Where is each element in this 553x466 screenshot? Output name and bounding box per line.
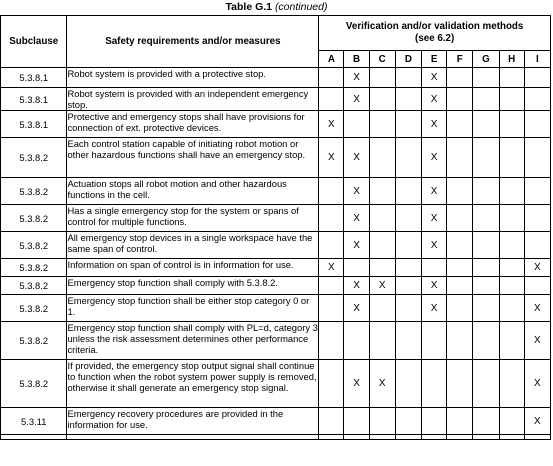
method-mark-a <box>319 205 344 232</box>
method-mark-f <box>447 295 473 322</box>
column-header-e: E <box>422 51 447 68</box>
method-mark-g <box>473 322 499 360</box>
method-mark-h <box>499 408 524 435</box>
method-mark-b: X <box>344 360 369 408</box>
table-row <box>1 360 551 408</box>
requirement-cell: Has a single emergency stop for the system or spans of control for multiple functions. <box>67 205 319 232</box>
requirement-cell: Each control station capable of initiating robot motion or other hazardous functions shall have an emergency stop. <box>67 138 319 178</box>
method-mark-a <box>319 277 344 295</box>
method-mark-f <box>447 259 473 277</box>
method-mark-c <box>369 295 395 322</box>
method-mark-e: X <box>422 205 447 232</box>
method-mark-d <box>395 232 421 259</box>
subclause-cell: 5.3.8.2 <box>1 259 67 277</box>
method-mark-e <box>422 322 447 360</box>
method-mark-f <box>447 68 473 88</box>
header-methods <box>319 16 551 51</box>
method-mark-h <box>499 138 524 178</box>
continuation-cell <box>344 435 369 440</box>
method-mark-e <box>422 360 447 408</box>
subclause-cell: 5.3.8.2 <box>1 178 67 205</box>
method-mark-a: X <box>319 259 344 277</box>
method-mark-i <box>524 178 550 205</box>
method-mark-f <box>447 88 473 111</box>
requirement-cell: If provided, the emergency stop output signal shall continue to function when the robot system power supply is removed, otherwise it shall generate an emergency stop signal. <box>67 360 319 408</box>
subclause-cell: 5.3.8.2 <box>1 295 67 322</box>
method-mark-d <box>395 205 421 232</box>
column-header-b: B <box>344 51 369 68</box>
method-mark-a <box>319 360 344 408</box>
requirement-cell: Robot system is provided with a protective stop. <box>67 68 319 88</box>
header-methods-line2: (see 6.2) <box>415 33 455 44</box>
table-row <box>1 88 551 111</box>
method-mark-a <box>319 232 344 259</box>
method-mark-d <box>395 88 421 111</box>
method-mark-d <box>395 68 421 88</box>
method-mark-e: X <box>422 68 447 88</box>
method-mark-g <box>473 138 499 178</box>
method-mark-d <box>395 259 421 277</box>
method-mark-e: X <box>422 232 447 259</box>
method-mark-h <box>499 259 524 277</box>
method-mark-c <box>369 205 395 232</box>
requirement-cell: Emergency stop function shall comply with 5.3.8.2. <box>67 277 319 295</box>
method-mark-f <box>447 205 473 232</box>
method-mark-d <box>395 360 421 408</box>
continuation-cell <box>1 435 67 440</box>
method-mark-b <box>344 322 369 360</box>
table-row <box>1 111 551 138</box>
requirement-cell: Protective and emergency stops shall have provisions for connection of ext. protective devices. <box>67 111 319 138</box>
method-mark-g <box>473 295 499 322</box>
method-mark-c: X <box>369 277 395 295</box>
safety-requirements-table <box>0 15 551 440</box>
method-mark-f <box>447 360 473 408</box>
method-mark-e: X <box>422 111 447 138</box>
method-mark-g <box>473 259 499 277</box>
method-mark-h <box>499 178 524 205</box>
method-mark-f <box>447 322 473 360</box>
method-mark-b <box>344 408 369 435</box>
requirement-cell: Emergency stop function shall be either stop category 0 or 1. <box>67 295 319 322</box>
table-caption <box>0 0 553 15</box>
method-mark-i: X <box>524 259 550 277</box>
method-mark-a <box>319 408 344 435</box>
method-mark-b: X <box>344 88 369 111</box>
method-mark-b: X <box>344 295 369 322</box>
table-row <box>1 138 551 178</box>
subclause-cell: 5.3.8.2 <box>1 205 67 232</box>
continuation-cell <box>422 435 447 440</box>
continuation-cell <box>369 435 395 440</box>
method-mark-g <box>473 178 499 205</box>
method-mark-d <box>395 138 421 178</box>
method-mark-i <box>524 138 550 178</box>
column-header-a: A <box>319 51 344 68</box>
method-mark-h <box>499 205 524 232</box>
table-row <box>1 408 551 435</box>
method-mark-i: X <box>524 360 550 408</box>
method-mark-c <box>369 68 395 88</box>
method-mark-g <box>473 408 499 435</box>
method-mark-e: X <box>422 277 447 295</box>
method-mark-e: X <box>422 295 447 322</box>
table-row-continuation <box>1 435 551 440</box>
method-mark-e <box>422 259 447 277</box>
method-mark-d <box>395 111 421 138</box>
header-subclause: Subclause <box>1 16 67 68</box>
method-mark-e <box>422 408 447 435</box>
table-row <box>1 232 551 259</box>
method-mark-b: X <box>344 232 369 259</box>
method-mark-f <box>447 232 473 259</box>
subclause-cell: 5.3.8.2 <box>1 277 67 295</box>
method-mark-i <box>524 111 550 138</box>
column-header-d: D <box>395 51 421 68</box>
continuation-cell <box>395 435 421 440</box>
subclause-cell: 5.3.8.2 <box>1 138 67 178</box>
method-mark-g <box>473 360 499 408</box>
method-mark-a <box>319 295 344 322</box>
continuation-cell <box>473 435 499 440</box>
method-mark-h <box>499 232 524 259</box>
method-mark-h <box>499 68 524 88</box>
table-row <box>1 178 551 205</box>
header-methods-line1: Verification and/or validation methods <box>345 21 524 32</box>
method-mark-h <box>499 111 524 138</box>
method-mark-i <box>524 88 550 111</box>
method-mark-c <box>369 178 395 205</box>
method-mark-a: X <box>319 111 344 138</box>
method-mark-d <box>395 408 421 435</box>
method-mark-a <box>319 178 344 205</box>
method-mark-f <box>447 408 473 435</box>
subclause-cell: 5.3.8.2 <box>1 322 67 360</box>
requirement-cell: Emergency recovery procedures are provided in the information for use. <box>67 408 319 435</box>
continuation-cell <box>499 435 524 440</box>
column-header-h: H <box>499 51 524 68</box>
requirement-cell: All emergency stop devices in a single workspace have the same span of control. <box>67 232 319 259</box>
header-requirements: Safety requirements and/or measures <box>67 16 319 68</box>
column-header-i: I <box>524 51 550 68</box>
method-mark-b <box>344 111 369 138</box>
method-mark-b: X <box>344 178 369 205</box>
method-mark-b <box>344 259 369 277</box>
method-mark-f <box>447 138 473 178</box>
method-mark-c <box>369 408 395 435</box>
table-row <box>1 68 551 88</box>
method-mark-g <box>473 232 499 259</box>
table-caption-title: Table G.1 <box>225 1 273 13</box>
subclause-cell: 5.3.11 <box>1 408 67 435</box>
method-mark-c <box>369 232 395 259</box>
method-mark-a <box>319 68 344 88</box>
method-mark-i: X <box>524 295 550 322</box>
table-row <box>1 295 551 322</box>
table-row <box>1 277 551 295</box>
method-mark-b: X <box>344 138 369 178</box>
continuation-cell <box>319 435 344 440</box>
method-mark-a: X <box>319 138 344 178</box>
method-mark-d <box>395 277 421 295</box>
method-mark-i <box>524 277 550 295</box>
method-mark-f <box>447 277 473 295</box>
column-header-c: C <box>369 51 395 68</box>
method-mark-c <box>369 138 395 178</box>
method-mark-g <box>473 111 499 138</box>
table-row <box>1 322 551 360</box>
requirement-cell: Information on span of control is in information for use. <box>67 259 319 277</box>
method-mark-g <box>473 88 499 111</box>
subclause-cell: 5.3.8.1 <box>1 111 67 138</box>
method-mark-e: X <box>422 178 447 205</box>
method-mark-d <box>395 178 421 205</box>
method-mark-f <box>447 178 473 205</box>
continuation-cell <box>447 435 473 440</box>
method-mark-c <box>369 88 395 111</box>
method-mark-b: X <box>344 68 369 88</box>
method-mark-g <box>473 68 499 88</box>
method-mark-c: X <box>369 360 395 408</box>
subclause-cell: 5.3.8.2 <box>1 360 67 408</box>
continuation-cell <box>524 435 550 440</box>
method-mark-h <box>499 322 524 360</box>
method-mark-b: X <box>344 277 369 295</box>
requirement-cell: Robot system is provided with an independent emergency stop. <box>67 88 319 111</box>
table-caption-continued: (continued) <box>274 1 328 13</box>
column-header-g: G <box>473 51 499 68</box>
method-mark-e: X <box>422 88 447 111</box>
method-mark-d <box>395 295 421 322</box>
method-mark-h <box>499 360 524 408</box>
method-mark-b: X <box>344 205 369 232</box>
method-mark-c <box>369 259 395 277</box>
subclause-cell: 5.3.8.1 <box>1 88 67 111</box>
method-mark-i <box>524 232 550 259</box>
method-mark-d <box>395 322 421 360</box>
method-mark-c <box>369 111 395 138</box>
method-mark-f <box>447 111 473 138</box>
subclause-cell: 5.3.8.2 <box>1 232 67 259</box>
continuation-cell <box>67 435 319 440</box>
method-mark-g <box>473 277 499 295</box>
method-mark-i: X <box>524 408 550 435</box>
subclause-cell: 5.3.8.1 <box>1 68 67 88</box>
method-mark-i <box>524 68 550 88</box>
method-mark-i <box>524 205 550 232</box>
method-mark-a <box>319 322 344 360</box>
requirement-cell: Actuation stops all robot motion and other hazardous functions in the cell. <box>67 178 319 205</box>
method-mark-a <box>319 88 344 111</box>
column-header-f: F <box>447 51 473 68</box>
method-mark-c <box>369 322 395 360</box>
table-row <box>1 259 551 277</box>
method-mark-h <box>499 88 524 111</box>
requirement-cell: Emergency stop function shall comply with PL=d, category 3 unless the risk assessment determines other performance criteria. <box>67 322 319 360</box>
method-mark-h <box>499 295 524 322</box>
table-row <box>1 205 551 232</box>
method-mark-g <box>473 205 499 232</box>
method-mark-h <box>499 277 524 295</box>
method-mark-e: X <box>422 138 447 178</box>
method-mark-i: X <box>524 322 550 360</box>
table-body <box>1 68 551 440</box>
